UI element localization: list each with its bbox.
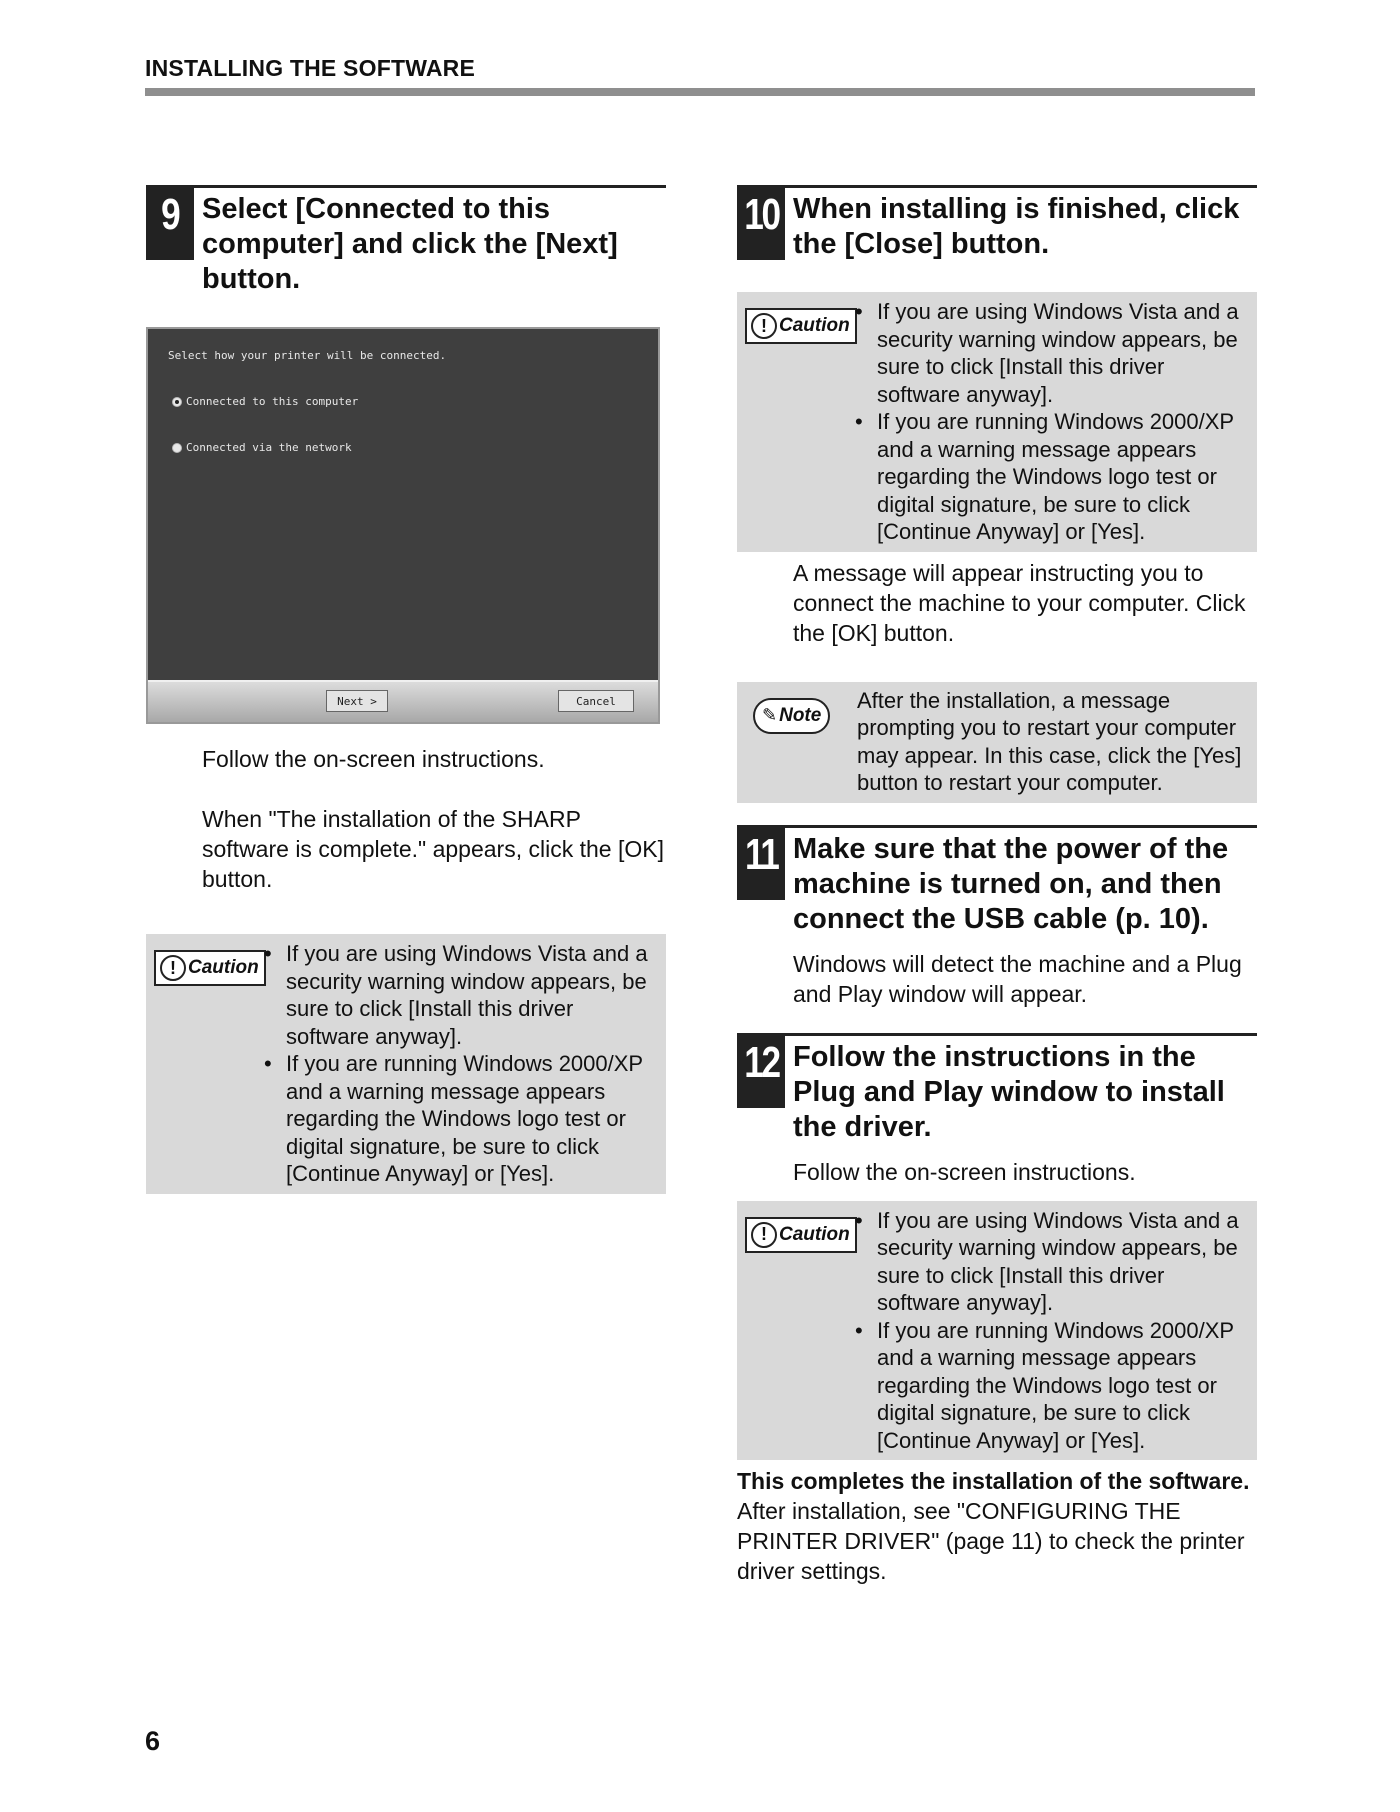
step-9-caution-box [146, 934, 666, 1194]
caution-list [260, 940, 656, 1188]
right-column [737, 185, 1257, 1586]
step-10-title: When installing is finished, click the [Close] button. [793, 193, 1240, 260]
step-11-para-1: Windows will detect the machine and a Plug and Play window will appear. [793, 950, 1242, 1007]
note-badge: ✎ Note [753, 698, 830, 734]
step-10-note-box [737, 682, 1257, 803]
step-9-heading [146, 185, 666, 297]
step-12-caution-box [737, 1201, 1257, 1461]
radio-selected-icon [172, 397, 182, 407]
completion-statement: This completes the installation of the software. [737, 1468, 1250, 1494]
caution-item: • If you are using Windows Vista and a security warning window appears, be sure to click [Install this driver software anyway]. [851, 298, 1247, 408]
step-11-heading [737, 825, 1257, 937]
caution-item: • If you are running Windows 2000/XP and a warning message appears regarding the Windows logo test or digital signature, be sure to click [Continue Anyway] or [Yes]. [851, 1317, 1247, 1455]
completion-followup: After installation, see "CONFIGURING THE PRINTER DRIVER" (page 11) to check the printer driver settings. [737, 1498, 1245, 1584]
dialog-button-bar [148, 680, 658, 722]
caution-badge: ! Caution [745, 308, 857, 344]
step-9-para-2: When "The installation of the SHARP software is complete." appears, click the [OK] button. [202, 806, 664, 892]
exclamation-icon: ! [160, 955, 186, 981]
caution-badge: ! Caution [154, 950, 266, 986]
step-9-number: 9 [146, 188, 194, 260]
caution-item: • If you are using Windows Vista and a security warning window appears, be sure to click [Install this driver software anyway]. [851, 1207, 1247, 1317]
caution-list [851, 298, 1247, 546]
step-10-heading [737, 185, 1257, 262]
step-12-title: Follow the instructions in the Plug and Play window to install the driver. [793, 1040, 1225, 1143]
next-button[interactable]: Next > [326, 690, 388, 712]
dialog-prompt: Select how your printer will be connected. [168, 349, 447, 362]
step-11-number: 11 [737, 828, 785, 900]
step-10-para-1: A message will appear instructing you to connect the machine to your computer. Click the [OK] button. [793, 559, 1246, 646]
exclamation-icon: ! [751, 1222, 777, 1248]
step-10-number: 10 [737, 188, 785, 260]
option-connected-to-computer-label: Connected to this computer [186, 395, 359, 408]
caution-item: • If you are running Windows 2000/XP and a warning message appears regarding the Windows logo test or digital signature, be sure to click [Continue Anyway] or [Yes]. [260, 1050, 656, 1188]
pencil-icon: ✎ [762, 705, 778, 725]
header-rule [145, 88, 1255, 96]
caution-badge: ! Caution [745, 1217, 857, 1253]
cancel-button[interactable]: Cancel [558, 690, 634, 712]
option-connected-via-network[interactable] [172, 441, 352, 454]
page-number: 6 [145, 1726, 161, 1756]
step-12-heading [737, 1033, 1257, 1145]
exclamation-icon: ! [751, 313, 777, 339]
radio-unselected-icon [172, 443, 182, 453]
step-11-title: Make sure that the power of the machine is turned on, and then connect the USB cable (p. 10). [793, 832, 1229, 935]
option-connected-to-computer[interactable] [172, 395, 358, 408]
caution-item: • If you are using Windows Vista and a security warning window appears, be sure to click [Install this driver software anyway]. [260, 940, 656, 1050]
left-column [146, 185, 666, 1194]
connection-dialog-screenshot [146, 327, 660, 724]
step-9-para-1: Follow the on-screen instructions. [202, 746, 545, 772]
note-text: After the installation, a message prompting you to restart your computer may appear. In this case, click the [Yes] button to restart your computer. [857, 687, 1242, 795]
caution-item: • If you are running Windows 2000/XP and a warning message appears regarding the Windows logo test or digital signature, be sure to click [Continue Anyway] or [Yes]. [851, 408, 1247, 546]
section-header-title: INSTALLING THE SOFTWARE [145, 55, 475, 81]
step-12-number: 12 [737, 1036, 785, 1108]
caution-list [851, 1207, 1247, 1455]
option-connected-via-network-label: Connected via the network [186, 441, 352, 454]
step-12-para-1: Follow the on-screen instructions. [793, 1158, 1136, 1185]
step-10-caution-box [737, 292, 1257, 552]
step-9-title: Select [Connected to this computer] and click the [Next] button. [202, 193, 618, 295]
